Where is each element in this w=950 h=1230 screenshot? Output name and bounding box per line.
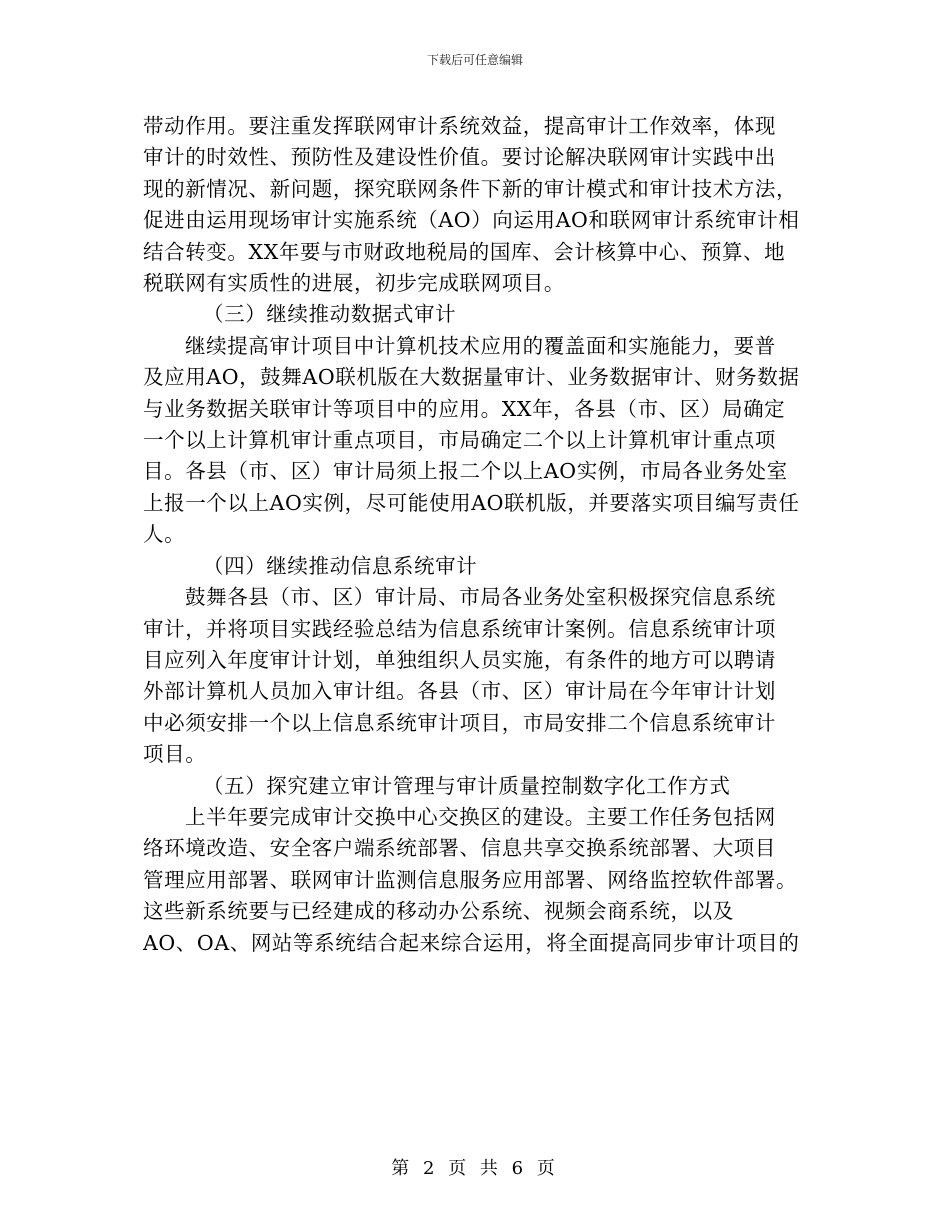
body-paragraph	[143, 331, 813, 551]
text-line: 结合转变。XX年要与市财政地税局的国库、会计核算中心、预算、地	[143, 239, 786, 264]
text-line: 一个以上计算机审计重点项目，市局确定二个以上计算机审计重点项	[143, 428, 776, 453]
text-line: 中必须安排一个以上信息系统审计项目，市局安排二个信息系统审计	[143, 710, 776, 735]
text-line: 上报一个以上AO实例，尽可能使用AO联机版，并要落实项目编写责任	[143, 490, 800, 515]
text-line: 外部计算机人员加入审计组。各县（市、区）审计局在今年审计计划	[143, 679, 776, 704]
heading-text: （四）继续推动信息系统审计	[203, 553, 478, 578]
body-paragraph	[143, 111, 813, 299]
text-line: 审计，并将项目实践经验总结为信息系统审计案例。信息系统审计项	[143, 616, 776, 641]
heading-text: （五）探究建立审计管理与审计质量控制数字化工作方式	[203, 773, 731, 798]
text-line: 上半年要完成审计交换中心交换区的建设。主要工作任务包括网	[185, 804, 776, 829]
text-line: 及应用AO，鼓舞AO联机版在大数据量审计、业务数据审计、财务数据	[143, 365, 800, 390]
text-line: 带动作用。要注重发挥联网审计系统效益，提高审计工作效率，体现	[143, 114, 776, 138]
text-line: 人。	[143, 522, 186, 547]
text-line: 审计的时效性、预防性及建设性价值。要讨论解决联网审计实践中出	[143, 145, 776, 170]
text-line: 目。各县（市、区）审计局须上报二个以上AO实例，市局各业务处室	[143, 459, 788, 484]
text-line: 这些新系统要与已经建成的移动办公系统、视频会商系统，以及	[143, 899, 734, 924]
body-paragraph	[143, 582, 813, 770]
text-line: AO、OA、网站等系统结合起来综合运用，将全面提高同步审计项目的	[143, 930, 800, 955]
body-paragraph	[143, 802, 813, 959]
section-heading	[143, 299, 813, 330]
text-line: 税联网有实质性的进展，初步完成联网项目。	[143, 271, 565, 296]
text-line: 管理应用部署、联网审计监测信息服务应用部署、网络监控软件部署。	[143, 867, 798, 892]
text-line: 项目。	[143, 742, 207, 767]
section-heading	[143, 771, 813, 802]
text-line: 络环境改造、安全客户端系统部署、信息共享交换系统部署、大项目	[143, 836, 776, 861]
text-line: 继续提高审计项目中计算机技术应用的覆盖面和实施能力，要普	[185, 333, 776, 358]
text-line: 促进由运用现场审计实施系统（AO）向运用AO和联网审计系统审计相	[143, 208, 800, 233]
page-header-note: 下载后可任意编辑	[426, 53, 523, 67]
text-line: 目应列入年度审计计划，单独组织人员实施，有条件的地方可以聘请	[143, 647, 776, 672]
page-number-footer: 第 2 页 共 6 页	[391, 1158, 559, 1179]
document-body	[143, 111, 813, 959]
section-heading	[143, 551, 813, 582]
heading-text: （三）继续推动数据式审计	[203, 302, 457, 327]
text-line: 现的新情况、新问题，探究联网条件下新的审计模式和审计技术方法，	[143, 176, 798, 201]
text-line: 鼓舞各县（市、区）审计局、市局各业务处室积极探究信息系统	[185, 585, 776, 610]
text-line: 与业务数据关联审计等项目中的应用。XX年，各县（市、区）局确定	[143, 396, 786, 421]
